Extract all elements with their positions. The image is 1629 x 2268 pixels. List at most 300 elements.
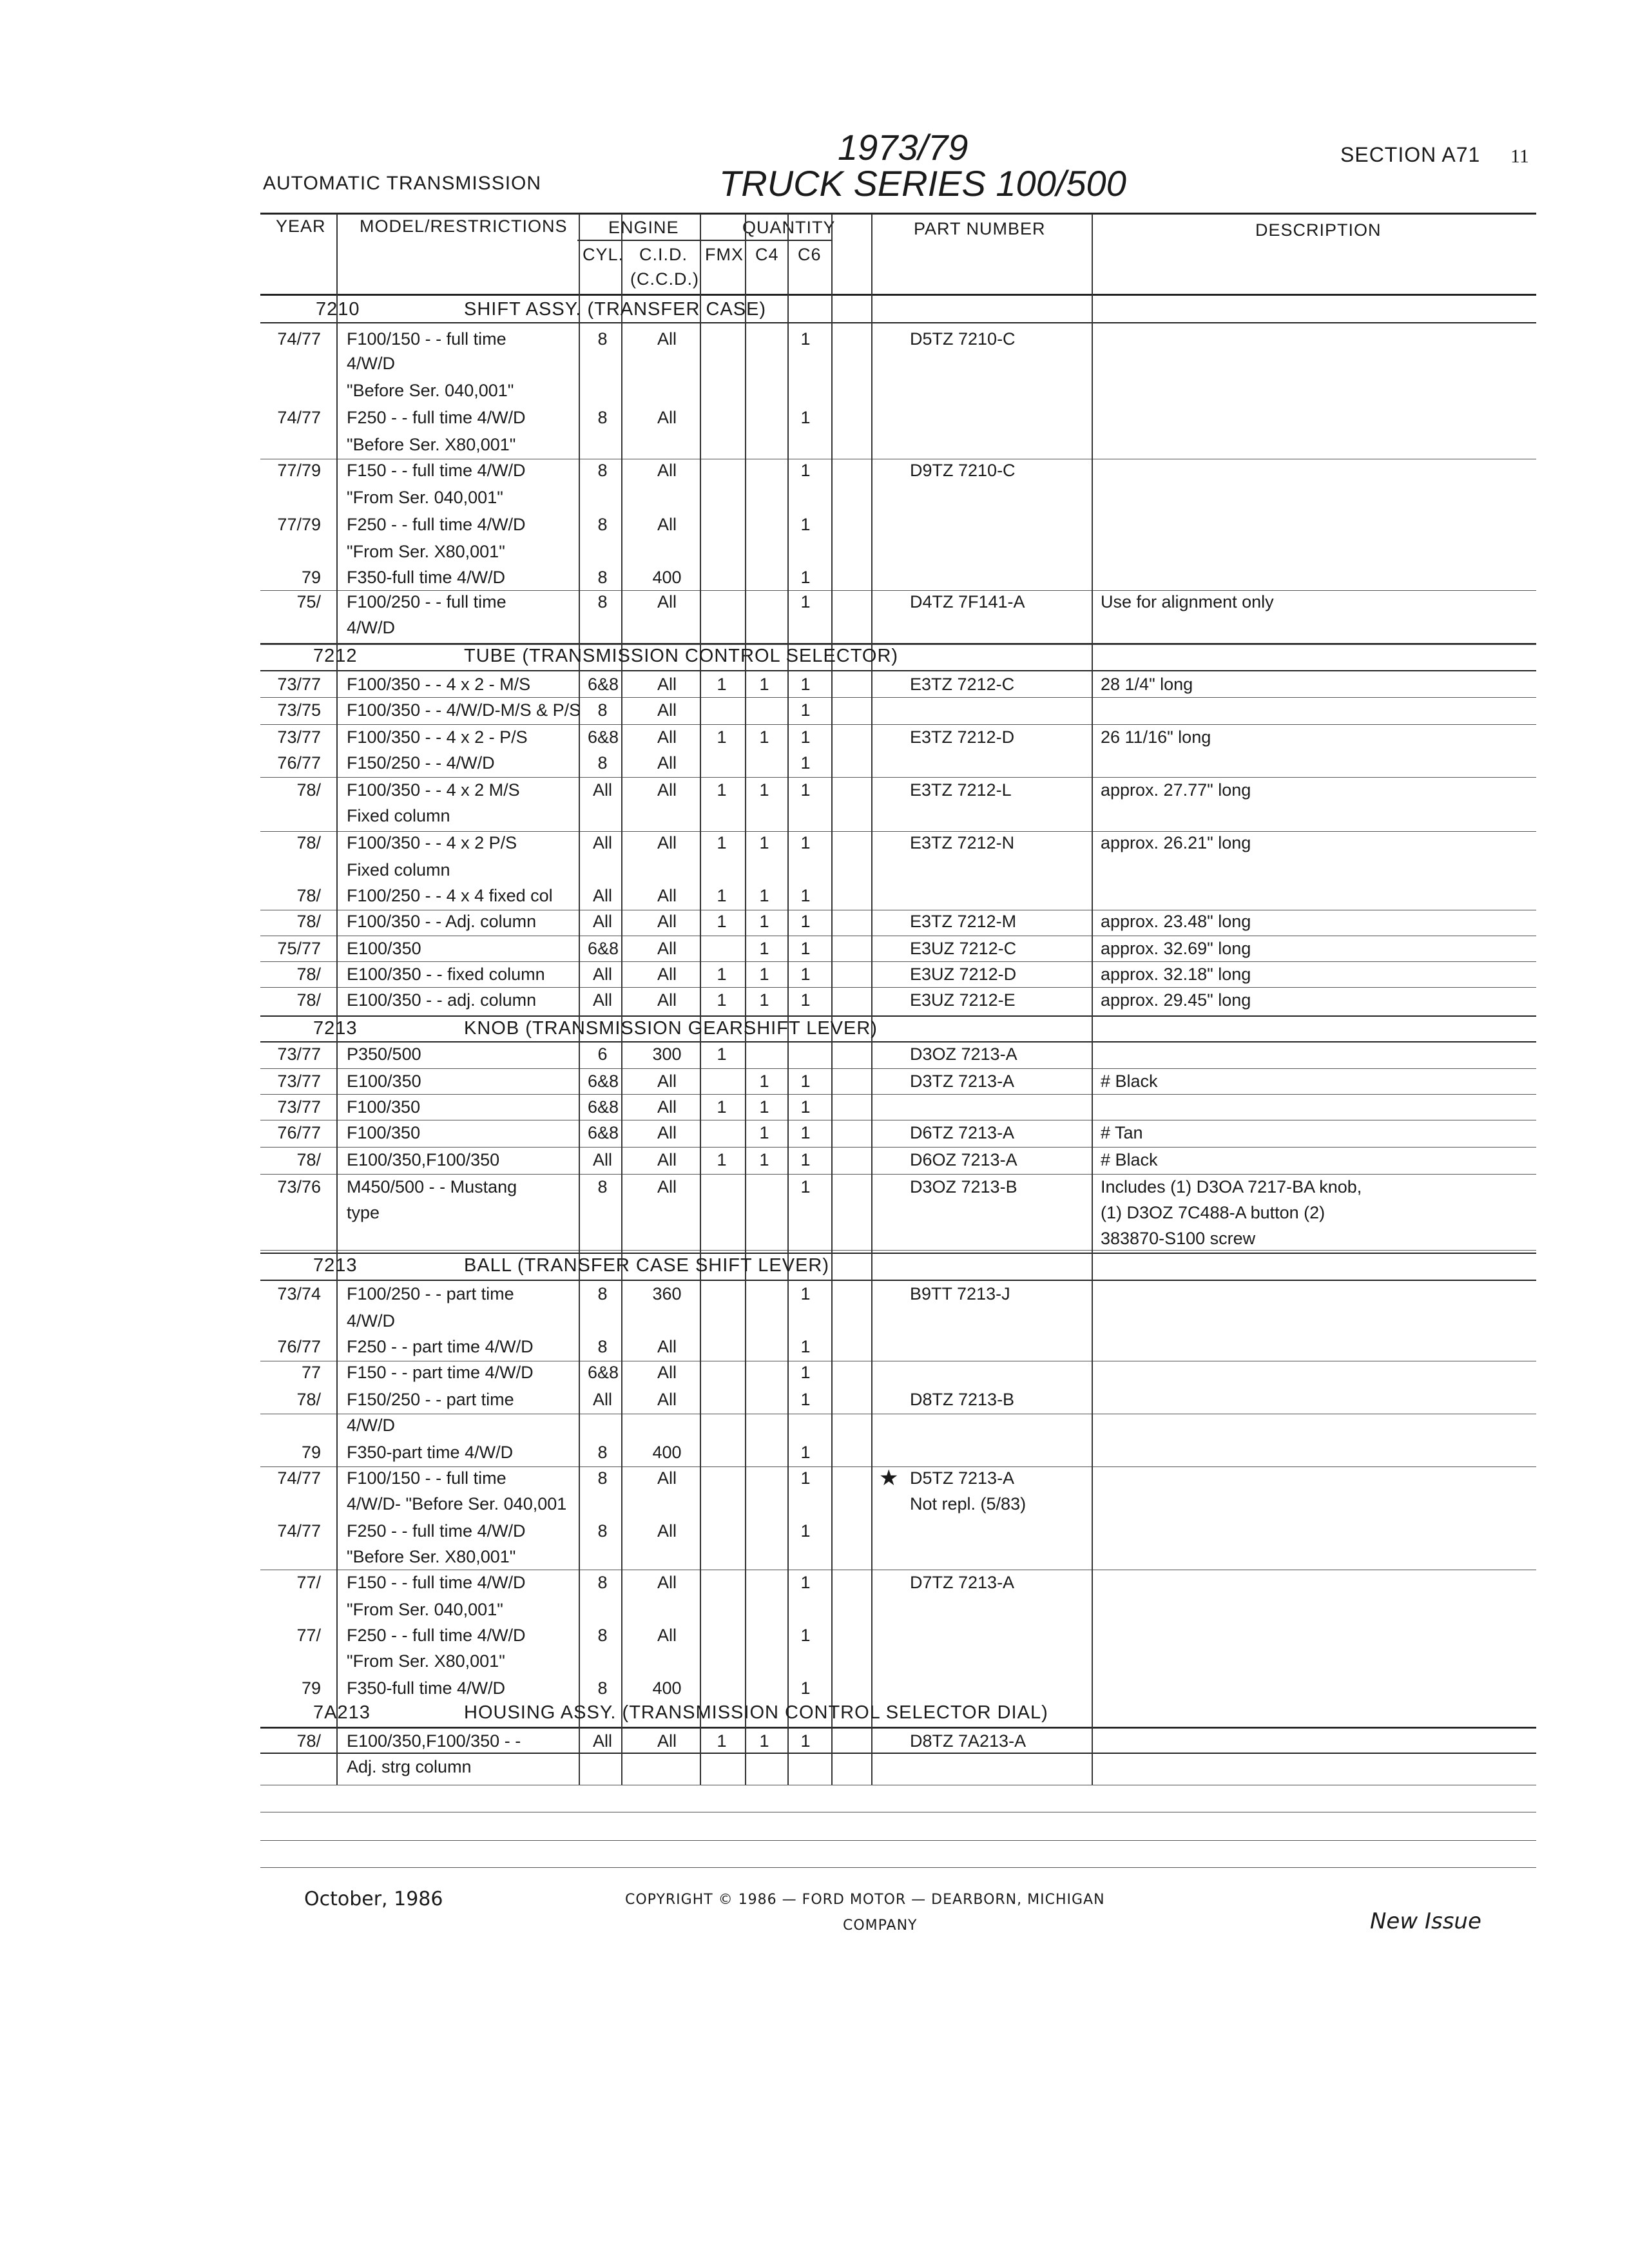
cell-model: 4/W/D [347,1416,396,1435]
cell-c6: 1 [800,1678,811,1698]
cell-year: 74/77 [277,1521,321,1541]
cell-year: 76/77 [277,1337,321,1356]
cell-cid: All [657,939,677,958]
title-series: TRUCK SERIES 100/500 [719,163,1126,204]
cell-part: E3TZ 7212-D [910,727,1015,747]
cell-year: 73/77 [277,727,321,747]
cell-c4: 1 [759,886,769,905]
cell-part: D8TZ 7213-B [910,1390,1015,1409]
cell-model: "From Ser. X80,001" [347,542,505,561]
cell-cid: All [657,461,677,480]
cell-fmx: 1 [717,965,727,984]
cell-cyl: 8 [597,753,608,773]
cell-year: 78/ [296,1731,321,1751]
cell-model: "From Ser. X80,001" [347,1651,505,1671]
cell-fmx: 1 [717,1731,727,1751]
rule-line [577,240,833,241]
col-year: YEAR [276,216,326,236]
col-quantity: QUANTITY [742,218,836,237]
cell-model: F100/250 - - part time [347,1284,514,1303]
cell-cid: All [657,1363,677,1382]
column-rule [579,214,580,1785]
column-rule [700,214,701,1785]
cell-model: F350-full time 4/W/D [347,568,506,587]
cell-fmx: 1 [717,833,727,852]
cell-desc: 28 1/4" long [1101,675,1193,694]
cell-fmx: 1 [717,675,727,694]
cell-c6: 1 [800,939,811,958]
cell-model: 4/W/D- "Before Ser. 040,001 [347,1494,567,1514]
cell-year: 79 [301,1443,321,1462]
cell-model: F350-part time 4/W/D [347,1443,514,1462]
cell-model: E100/350 [347,939,421,958]
cell-model: F250 - - full time 4/W/D [347,515,526,534]
col-part-number: PART NUMBER [914,219,1046,238]
cell-cyl: All [592,833,612,852]
cell-c6: 1 [800,727,811,747]
cell-year: 76/77 [277,753,321,773]
cell-desc: approx. 32.69" long [1101,939,1251,958]
cell-fmx: 1 [717,886,727,905]
cell-year: 77/ [296,1626,321,1645]
cell-model: F150 - - full time 4/W/D [347,461,526,480]
cell-model: Fixed column [347,806,450,825]
rule-line [260,1840,1536,1841]
cell-cyl: All [592,1150,612,1169]
column-rule [831,214,833,1785]
cell-cyl: 8 [597,1521,608,1541]
cell-part: E3TZ 7212-C [910,675,1015,694]
cell-cyl: 8 [597,408,608,427]
cell-cid: 360 [652,1284,682,1303]
cell-model: E100/350,F100/350 [347,1150,500,1169]
cell-part: D8TZ 7A213-A [910,1731,1027,1751]
cell-cid: All [657,912,677,931]
cell-fmx: 1 [717,780,727,800]
cell-cid: All [657,329,677,349]
col-description: DESCRIPTION [1255,220,1382,240]
cell-part: D3OZ 7213-A [910,1044,1017,1064]
cell-cid: All [657,1177,677,1196]
cell-cyl: 8 [597,592,608,611]
rule-line [260,961,1536,962]
cell-year: 77/79 [277,515,321,534]
cell-cid: 400 [652,1678,682,1698]
cell-model: F250 - - part time 4/W/D [347,1337,534,1356]
cell-c6: 1 [800,1363,811,1382]
cell-model: Adj. strg column [347,1757,472,1776]
cell-model: E100/350,F100/350 - - [347,1731,521,1751]
cell-model: 4/W/D [347,1311,396,1331]
cell-part: E3UZ 7212-D [910,965,1017,984]
cell-c4: 1 [759,780,769,800]
cell-cyl: All [592,965,612,984]
cell-cyl: 6&8 [588,1123,619,1142]
rule-line [260,644,1536,645]
cell-year: 73/76 [277,1177,321,1196]
cell-cyl: 6&8 [588,939,619,958]
cell-c6: 1 [800,1150,811,1169]
group-name: KNOB (TRANSMISSION GEARSHIFT LEVER) [464,1018,878,1039]
cell-part: E3TZ 7212-N [910,833,1015,852]
group-name: HOUSING ASSY. (TRANSMISSION CONTROL SELECTOR DIAL) [464,1702,1048,1723]
cell-desc: 26 11/16" long [1101,727,1211,747]
col-fmx: FMX [705,245,744,264]
page-number: 11 [1510,146,1529,167]
cell-cid: All [657,780,677,800]
footer-company: COMPANY [843,1917,918,1934]
cell-c4: 1 [759,965,769,984]
cell-c6: 1 [800,1521,811,1541]
cell-part: D5TZ 7210-C [910,329,1016,349]
cell-model: F100/350 - - 4 x 2 - P/S [347,727,528,747]
cell-c6: 1 [800,1284,811,1303]
cell-fmx: 1 [717,990,727,1010]
cell-model: "From Ser. 040,001" [347,488,503,507]
cell-model: F100/350 - - 4/W/D-M/S & P/S [347,700,581,720]
cell-cid: All [657,592,677,611]
footer-date: October, 1986 [304,1888,443,1910]
cell-year: 74/77 [277,408,321,427]
cell-cid: All [657,1521,677,1541]
cell-cid: 400 [652,568,682,587]
cell-model: "Before Ser. X80,001" [347,1547,516,1566]
cell-model: F150/250 - - 4/W/D [347,753,495,773]
cell-c6: 1 [800,1337,811,1356]
cell-cid: All [657,1573,677,1592]
cell-cyl: 8 [597,461,608,480]
cell-year: 78/ [296,780,321,800]
cell-model: "Before Ser. 040,001" [347,381,514,400]
cell-c6: 1 [800,408,811,427]
rule-line [260,1867,1536,1868]
cell-cyl: 8 [597,1468,608,1488]
cell-cyl: 8 [597,1284,608,1303]
cell-fmx: 1 [717,1097,727,1117]
cell-c4: 1 [759,1150,769,1169]
cell-year: 73/77 [277,1044,321,1064]
cell-c6: 1 [800,515,811,534]
cell-model: F100/350 [347,1123,421,1142]
cell-c6: 1 [800,1177,811,1196]
cell-cyl: 8 [597,568,608,587]
cell-part: D4TZ 7F141-A [910,592,1025,611]
cell-model: F100/350 [347,1097,421,1117]
group-code: 7213 [313,1018,358,1039]
cell-part: B9TT 7213-J [910,1284,1010,1303]
cell-cid: All [657,1626,677,1645]
cell-model: M450/500 - - Mustang [347,1177,517,1196]
cell-year: 73/77 [277,1072,321,1091]
cell-cid: All [657,1468,677,1488]
cell-cid: All [657,990,677,1010]
cell-year: 75/ [296,592,321,611]
cell-cyl: All [592,990,612,1010]
rule-line [260,1041,1536,1043]
cell-model: F250 - - full time 4/W/D [347,408,526,427]
cell-desc: approx. 23.48" long [1101,912,1251,931]
cell-cyl: All [592,912,612,931]
cell-cid: All [657,886,677,905]
cell-year: 78/ [296,1150,321,1169]
title-year: 1973/79 [838,127,969,168]
cell-c6: 1 [800,1731,811,1751]
cell-cid: All [657,1337,677,1356]
cell-cyl: 6&8 [588,1363,619,1382]
cell-c4: 1 [759,1123,769,1142]
cell-year: 74/77 [277,329,321,349]
rule-line [260,1250,1536,1251]
cell-year: 79 [301,1678,321,1698]
rule-line [260,1280,1536,1281]
cell-desc: approx. 27.77" long [1101,780,1251,800]
cell-cyl: 8 [597,329,608,349]
cell-year: 78/ [296,912,321,931]
cell-cyl: 8 [597,1443,608,1462]
cell-cid: All [657,1150,677,1169]
cell-year: 79 [301,568,321,587]
cell-c4: 1 [759,990,769,1010]
cell-fmx: 1 [717,727,727,747]
cell-model: F150 - - part time 4/W/D [347,1363,534,1382]
cell-cid: All [657,1390,677,1409]
cell-year: 73/74 [277,1284,321,1303]
group-name: SHIFT ASSY. (TRANSFER CASE) [464,299,767,320]
cell-part: D9TZ 7210-C [910,461,1016,480]
cell-year: 73/77 [277,1097,321,1117]
cell-model: F100/350 - - 4 x 2 M/S [347,780,520,800]
col-c6: C6 [798,245,822,264]
cell-c6: 1 [800,675,811,694]
cell-cyl: All [592,1390,612,1409]
cell-cyl: All [592,1731,612,1751]
cell-model: F150 - - full time 4/W/D [347,1573,526,1592]
cell-c4: 1 [759,1097,769,1117]
cell-part: E3TZ 7212-L [910,780,1012,800]
cell-cid: 400 [652,1443,682,1462]
cell-model: F100/250 - - full time [347,592,506,611]
rule-line [260,777,1536,778]
cell-desc: (1) D3OZ 7C488-A button (2) [1101,1203,1325,1222]
cell-cyl: 8 [597,515,608,534]
cell-c6: 1 [800,1072,811,1091]
cell-model: E100/350 - - adj. column [347,990,537,1010]
cell-c6: 1 [800,1626,811,1645]
rule-line [260,322,1536,323]
column-rule [1092,214,1093,1785]
cell-year: 73/77 [277,675,321,694]
cell-desc: # Tan [1101,1123,1143,1142]
cell-cid: All [657,965,677,984]
cell-year: 73/75 [277,700,321,720]
cell-part: E3UZ 7212-C [910,939,1017,958]
cell-c6: 1 [800,965,811,984]
cell-c6: 1 [800,568,811,587]
cell-model: F250 - - full time 4/W/D [347,1521,526,1541]
rule-line [260,1068,1536,1069]
group-name: TUBE (TRANSMISSION CONTROL SELECTOR) [464,646,899,666]
cell-c6: 1 [800,753,811,773]
cell-cid: All [657,675,677,694]
cell-cyl: 6 [597,1044,608,1064]
cell-desc: approx. 32.18" long [1101,965,1251,984]
cell-c6: 1 [800,1573,811,1592]
rule-line [260,724,1536,725]
cell-c6: 1 [800,833,811,852]
cell-fmx: 1 [717,1044,727,1064]
cell-model: F100/150 - - full time [347,329,506,349]
cell-cyl: 8 [597,1177,608,1196]
column-rule [871,214,872,1785]
cell-cyl: 6&8 [588,727,619,747]
cell-cyl: 8 [597,1626,608,1645]
cell-cid: All [657,1123,677,1142]
cell-cid: All [657,1731,677,1751]
rule-line [260,294,1536,296]
rule-line [260,670,1536,671]
cell-year: 77 [301,1363,321,1382]
cell-desc: # Black [1101,1150,1158,1169]
cell-c6: 1 [800,1123,811,1142]
cell-c4: 1 [759,1731,769,1751]
cell-cyl: 6&8 [588,1072,619,1091]
rule-line [260,1253,1536,1254]
group-code: 7210 [316,299,360,320]
rule-line [260,1753,1536,1754]
group-code: 7213 [313,1255,358,1276]
cell-fmx: 1 [717,1150,727,1169]
cell-cyl: 8 [597,1678,608,1698]
rule-line [260,987,1536,988]
cell-cyl: 8 [597,1573,608,1592]
cell-model: E100/350 [347,1072,421,1091]
cell-year: 78/ [296,965,321,984]
cell-part: Not repl. (5/83) [910,1494,1027,1514]
cell-cyl: All [592,780,612,800]
rule-line [260,1728,1536,1729]
cell-model: 4/W/D [347,618,396,637]
rule-line [260,1147,1536,1148]
group-code: 7212 [313,646,358,666]
cell-c6: 1 [800,1390,811,1409]
cell-desc: # Black [1101,1072,1158,1091]
cell-model: 4/W/D [347,354,396,373]
cell-c4: 1 [759,727,769,747]
footer-issue: New Issue [1370,1908,1481,1934]
cell-part: D6TZ 7213-A [910,1123,1015,1142]
cell-c6: 1 [800,780,811,800]
cell-fmx: 1 [717,912,727,931]
cell-c6: 1 [800,990,811,1010]
cell-model: F100/150 - - full time [347,1468,506,1488]
cell-c6: 1 [800,700,811,720]
cell-cid: All [657,833,677,852]
cell-model: F100/350 - - 4 x 2 - M/S [347,675,531,694]
column-rule [787,214,789,1785]
cell-year: 75/77 [277,939,321,958]
cell-cid: All [657,408,677,427]
cell-c4: 1 [759,833,769,852]
cell-model: F100/350 - - Adj. column [347,912,537,931]
cell-desc: approx. 26.21" long [1101,833,1251,852]
cell-year: 76/77 [277,1123,321,1142]
cell-part: E3UZ 7212-E [910,990,1016,1010]
cell-c6: 1 [800,1468,811,1488]
cell-model: E100/350 - - fixed column [347,965,545,984]
cell-c6: 1 [800,1097,811,1117]
rule-line [260,1094,1536,1095]
group-code: 7A213 [313,1702,371,1723]
cell-year: 78/ [296,990,321,1010]
cell-desc: Includes (1) D3OA 7217-BA knob, [1101,1177,1362,1196]
cell-year: 78/ [296,886,321,905]
cell-cid: All [657,700,677,720]
column-rule [745,214,746,1785]
cell-desc: approx. 29.45" long [1101,990,1251,1010]
cell-c6: 1 [800,886,811,905]
cell-model: type [347,1203,380,1222]
cell-c6: 1 [800,329,811,349]
col-ccd: (C.C.D.) [630,269,699,289]
column-rule [336,214,338,1785]
cell-cid: All [657,1097,677,1117]
cell-cyl: 6&8 [588,675,619,694]
col-cid: C.I.D. [639,245,688,264]
cell-cid: All [657,753,677,773]
cell-year: 78/ [296,833,321,852]
cell-c4: 1 [759,675,769,694]
cell-c6: 1 [800,461,811,480]
cell-c6: 1 [800,912,811,931]
cell-c4: 1 [759,912,769,931]
cell-part: D5TZ 7213-A [910,1468,1015,1488]
section-label: SECTION A71 [1340,143,1481,166]
cell-part: D7TZ 7213-A [910,1573,1015,1592]
cell-model: "From Ser. 040,001" [347,1600,503,1619]
cell-model: F250 - - full time 4/W/D [347,1626,526,1645]
cell-c6: 1 [800,592,811,611]
cell-year: 77/79 [277,461,321,480]
cell-part: D3OZ 7213-B [910,1177,1017,1196]
cell-cyl: 8 [597,700,608,720]
cell-model: F100/250 - - 4 x 4 fixed col [347,886,553,905]
cell-model: Fixed column [347,860,450,879]
cell-part: D6OZ 7213-A [910,1150,1017,1169]
cell-desc: 383870-S100 screw [1101,1229,1256,1248]
cell-model: P350/500 [347,1044,421,1064]
group-name: BALL (TRANSFER CASE SHIFT LEVER) [464,1255,830,1276]
cell-cyl: 6&8 [588,1097,619,1117]
cell-cid: All [657,515,677,534]
cell-c6: 1 [800,1443,811,1462]
cell-cid: 300 [652,1044,682,1064]
rule-line [260,1015,1536,1017]
cell-part: E3TZ 7212-M [910,912,1017,931]
star-icon: ★ [879,1465,899,1491]
rule-line [260,697,1536,698]
cell-cyl: 8 [597,1337,608,1356]
column-rule [621,214,622,1785]
cell-part: D3TZ 7213-A [910,1072,1015,1091]
footer-copyright: COPYRIGHT © 1986 — FORD MOTOR — DEARBORN, MICHIGAN [625,1892,1105,1908]
rule-line [260,213,1536,215]
cell-model: "Before Ser. X80,001" [347,435,516,454]
col-c4: C4 [755,245,779,264]
cell-cid: All [657,727,677,747]
cell-model: F150/250 - - part time [347,1390,514,1409]
cell-c4: 1 [759,939,769,958]
col-cyl: CYL. [583,245,624,264]
